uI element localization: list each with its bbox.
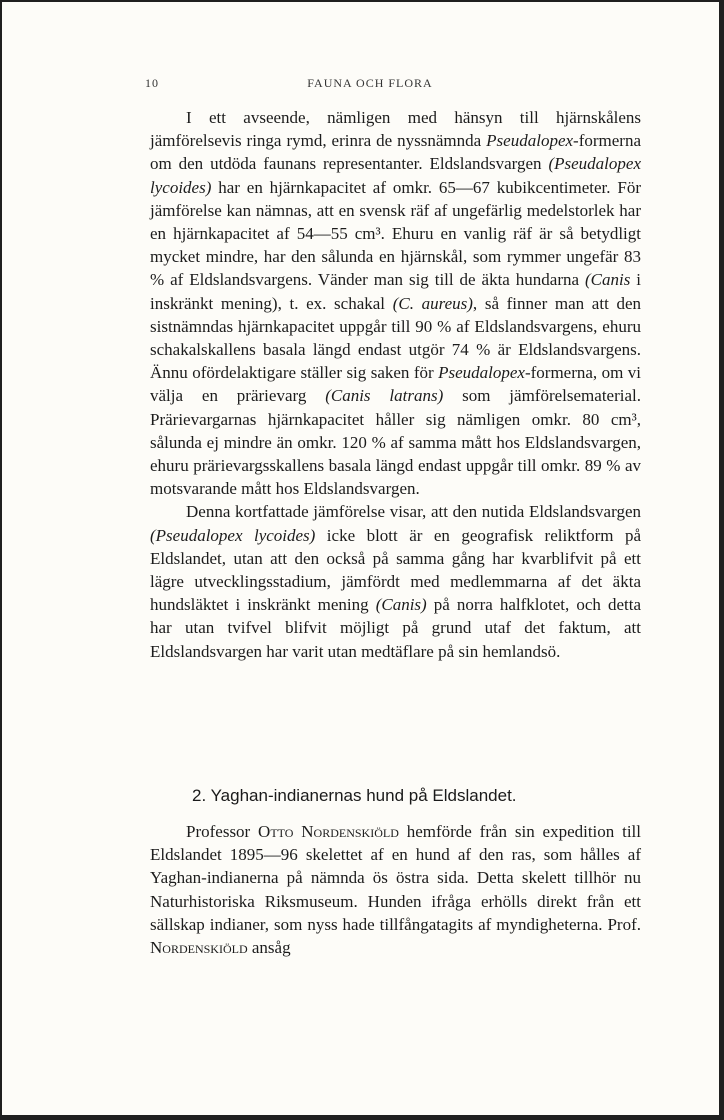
body-text-section-1: [150, 106, 641, 663]
paragraph-brain-capacity: I ett avseende, nämligen med hänsyn till hjärnskålens jämförelsevis ringa rymd, erinra de nyssnämnda Pseudalopex-formerna om den utdöda faunans representanter. Eldslandsvargen (Pseudalopex lycoides) har en hjärnkapacitet af omkr. 65—67 kubikcentimeter. För jämförelse kan nämnas, att en svensk räf af ungefärlig medelstorlek har en hjärnkapacitet af 54—55 cm³. Ehuru en vanlig räf är så betydligt mycket mindre, har den sålunda en hjärnskål, som rymmer ungefär 83 % af Eldslandsvargens. Vänder man sig till de äkta hundarna (Canis i inskränkt mening), t. ex. schakal (C. aureus), så finner man att den sistnämndas hjärnkapacitet uppgår till 90 % af Eldslandsvargens, ehuru schakalskallens basala längd endast utgör 74 % är Eldslandsvargens. Ännu ofördelaktigare ställer sig saken för Pseudalopex-formerna, om vi välja en prärievarg (Canis latrans) som jämförelsematerial. Prärievargarnas hjärnkapacitet håller sig nämligen omkr. 80 cm³, sålunda ej mindre än omkr. 120 % af samma mått hos Eldslandsvargen, ehuru prärievargsskallens basala längd endast uppgår till omkr. 89 % av motsvarande mått hos Eldslandsvargen.: [150, 108, 642, 499]
body-text-section-2: [150, 820, 641, 959]
paragraph-yaghan-dog: Professor Otto Nordenskiöld hemförde från sin expedition till Eldslandet 1895—96 skelettet af en hund af den ras, som hålles af Yaghan-indianerna på nämnda ös östra sida. Detta skelett tillhör nu Naturhistoriska Riksmuseum. Hunden ifråga erhölls direkt från ett sällskap indianer, som nyss hade tillfångatagits af myndigheterna. Prof. Nordenskiöld ansåg: [150, 822, 642, 958]
book-page: [2, 2, 719, 1115]
page-header: [145, 76, 595, 92]
page-number: 10: [145, 76, 159, 90]
paragraph-conclusion: Denna kortfattade jämförelse visar, att den nutida Eldslandsvargen (Pseudalopex lycoides) icke blott är en geografisk reliktform på Eldslandet, utan att den också på samma gång har kvarblifvit på ett lägre utvecklingsstadium, jämfördt med medlemmarna af det äkta hundsläktet i inskränkt mening (Canis) på norra halfklotet, och detta har utan tvifvel blifvit möjligt på grund utaf det faktum, att Eldslandsvargen har varit utan medtäflare på sin hemlandsö.: [150, 502, 642, 661]
section-heading: 2. Yaghan-indianernas hund på Eldslandet.: [192, 786, 517, 805]
running-head: FAUNA OCH FLORA: [307, 76, 433, 90]
